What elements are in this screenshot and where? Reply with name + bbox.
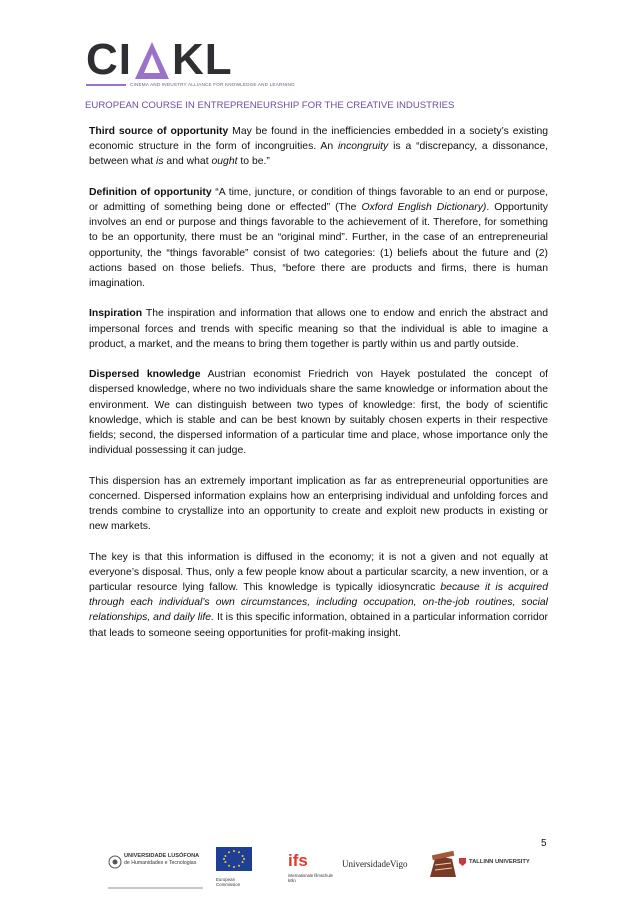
paragraph-dispersion-implication	[89, 474, 548, 535]
logo-letter-i: I	[118, 35, 133, 84]
paragraph-text: to be.”	[237, 156, 270, 168]
tallinn-label: TALLINN UNIVERSITY	[469, 859, 530, 865]
svg-text:A: A	[151, 75, 153, 77]
film-clapper-icon	[426, 849, 460, 883]
paragraph-inspiration	[89, 306, 548, 352]
ciakl-logo	[86, 35, 326, 92]
eu-flag-icon	[216, 847, 252, 875]
paragraph-text: is a “discrepancy, a dissonance, between what	[89, 141, 549, 168]
paragraph-text: The key is that this information is diffused in the economy; it is not a given and not equally at everyone’s disposal. Thus, only a few people know about a particular scarcity, a new invention, or a particular resource lying fallow. This knowledge is typically idiosyncratic	[89, 551, 548, 594]
document-body	[89, 124, 548, 656]
logo-letter-k: K	[172, 35, 205, 84]
paragraph-text: and what	[163, 156, 212, 168]
paragraph-text: Austrian economist Friedrich von Hayek postulated the concept of dispersed knowledge, where no two individuals share the same knowledge or information about the environment. We can distinguish between two types of knowledge: first, the body of scientific knowledge, which is stable and can be best known by suitably chosen experts in their respective fields; second, the dispersed information of a particular time and place, whose importance only the individual possessing it can judge.	[89, 369, 548, 457]
paragraph-text: . Opportunity involves an end or purpose and things favorable to the achievement of it. Therefore, for something to be an opportunity, there must be an “original mind”. Further, in the case of an entrepreneurial opportunity, the “things favorable” consist of two categories: (1) beliefs about the future and (2) actions based on those beliefs. Thus, “before there are products and firms, there is human imagination.	[89, 202, 548, 290]
page-number: 5	[541, 838, 547, 849]
ifs-label: ifs	[288, 851, 308, 870]
sponsor-european-commission	[216, 847, 260, 891]
logo-a-triangle-icon	[133, 40, 171, 80]
paragraph-text: ought	[211, 156, 238, 168]
logo-wordmark	[86, 35, 326, 84]
footer-rule	[108, 887, 203, 889]
paragraph-text: It is this specific information, obtained in a particular information corridor that leads to someone seeing opportunities for profit-making insight.	[89, 612, 548, 639]
paragraph-text: because it is acquired through each individual’s own circumstances, including occupation, on-the-job routines, social relationships, and daily life.	[89, 582, 548, 624]
paragraph-text: This dispersion has an extremely important implication as far as entrepreneurial opportunities are concerned. Dispersed information explains how an enterprising individual and unfolding forces and trends combine to crystallize into an opportunity to create and exploit new products in existing or new markets.	[89, 475, 548, 533]
tallinn-crest-icon	[458, 857, 467, 867]
paragraph-text: Oxford English Dictionary)	[361, 202, 487, 213]
paragraph-heading: Definition of opportunity	[89, 186, 212, 198]
logo-tagline: CINEMA AND INDUSTRY ALLIANCE FOR KNOWLEDGE AND LEARNING	[130, 82, 295, 87]
paragraph-dispersed-knowledge	[89, 367, 548, 458]
sponsor-ifs	[288, 851, 336, 891]
course-title: EUROPEAN COURSE IN ENTREPRENEURSHIP FOR THE CREATIVE INDUSTRIES	[85, 100, 455, 111]
lusofona-line1: UNIVERSIDADE LUSÓFONA	[124, 853, 200, 859]
paragraph-heading: Inspiration	[89, 308, 143, 320]
paragraph-text: “A time, juncture, or condition of things favorable to an end or purpose, or admitting of something being done or effected” (The	[89, 186, 549, 213]
ifs-sub: internationale filmschule köln	[288, 873, 333, 883]
paragraph-text: May be found in the inefficiencies embedded in a society’s existing economic structure in the form of incongruities. An	[89, 126, 548, 153]
paragraph-third-source	[89, 124, 548, 170]
paragraph-text: is	[156, 156, 164, 168]
logo-letter-c: C	[86, 35, 119, 84]
paragraph-text: incongruity	[338, 141, 389, 153]
footer-sponsors	[108, 845, 548, 895]
lusofona-crest-icon	[108, 855, 122, 869]
logo-letter-l: L	[204, 35, 233, 84]
logo-accent-rule	[86, 84, 126, 86]
paragraph-definition	[89, 185, 548, 291]
paragraph-heading: Third source of opportunity	[89, 126, 229, 137]
paragraph-text: The inspiration and information that allows one to endow and enrich the abstract and impersonal forces and trends with specific meaning so that the individual is able to imagine a product, a market, and the means to bring them together is partly within us and partly outside.	[89, 308, 548, 350]
vigo-label: UniversidadeVigo	[342, 859, 408, 869]
paragraph-key-information	[89, 550, 548, 641]
paragraph-heading: Dispersed knowledge	[89, 369, 201, 381]
eu-label: European Commission	[216, 877, 241, 887]
sponsor-film-school	[426, 849, 466, 889]
lusofona-line2: de Humanidades e Tecnologias	[124, 860, 197, 866]
